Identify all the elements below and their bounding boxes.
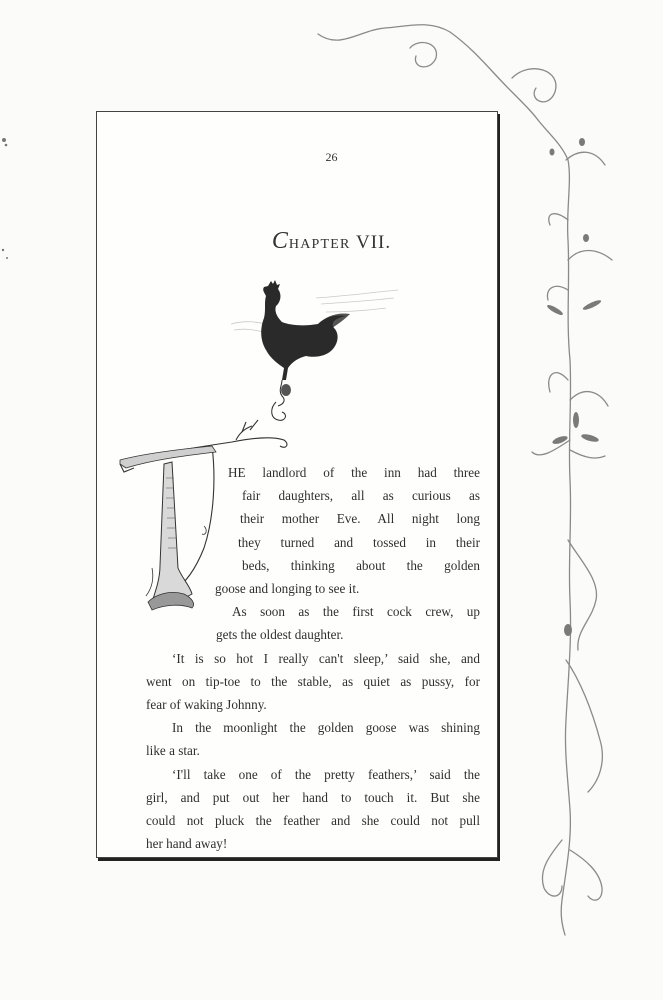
text-line: goose and longing to see it. bbox=[215, 581, 360, 597]
paragraph-4 bbox=[146, 716, 480, 762]
chapter-title-numeral: VII. bbox=[355, 232, 392, 253]
text-line: beds, thinking about the golden bbox=[242, 557, 480, 573]
text-line: fair daughters, all as curious as bbox=[242, 488, 480, 504]
text-line: As soon as the first cock crew, up bbox=[232, 604, 480, 620]
text-line: girl, and put out her hand to touch it. But she bbox=[146, 789, 480, 805]
text-line: ‘It is so hot I really can't sleep,’ said she, and bbox=[172, 650, 480, 666]
body-text bbox=[146, 461, 480, 855]
text-line: her hand away! bbox=[146, 836, 228, 852]
chapter-title bbox=[0, 228, 663, 255]
text-line: HE landlord of the inn had three bbox=[228, 465, 480, 480]
text-line: could not pluck the feather and she could not pull bbox=[146, 813, 480, 829]
text-line: went on tip-toe to the stable, as quiet as pussy, for bbox=[146, 673, 480, 689]
chapter-title-word: HAPTER bbox=[288, 237, 351, 252]
paragraph-5 bbox=[146, 763, 480, 856]
text-line: fear of waking Johnny. bbox=[146, 697, 267, 713]
text-line: gets the oldest daughter. bbox=[216, 627, 344, 643]
paragraph-3 bbox=[146, 647, 480, 717]
paragraph-2 bbox=[170, 600, 480, 646]
paragraph-1 bbox=[170, 461, 480, 600]
rooster-weathervane bbox=[226, 272, 406, 432]
page-number: 26 bbox=[325, 150, 338, 164]
text-line: they turned and tossed in their bbox=[238, 534, 480, 550]
text-line: In the moonlight the golden goose was shining bbox=[172, 720, 480, 736]
text-line: like a star. bbox=[146, 743, 200, 759]
text-line: their mother Eve. All night long bbox=[240, 511, 480, 527]
chapter-title-initial: C bbox=[271, 228, 289, 254]
text-line: ‘I'll take one of the pretty feathers,’ said the bbox=[172, 766, 480, 782]
